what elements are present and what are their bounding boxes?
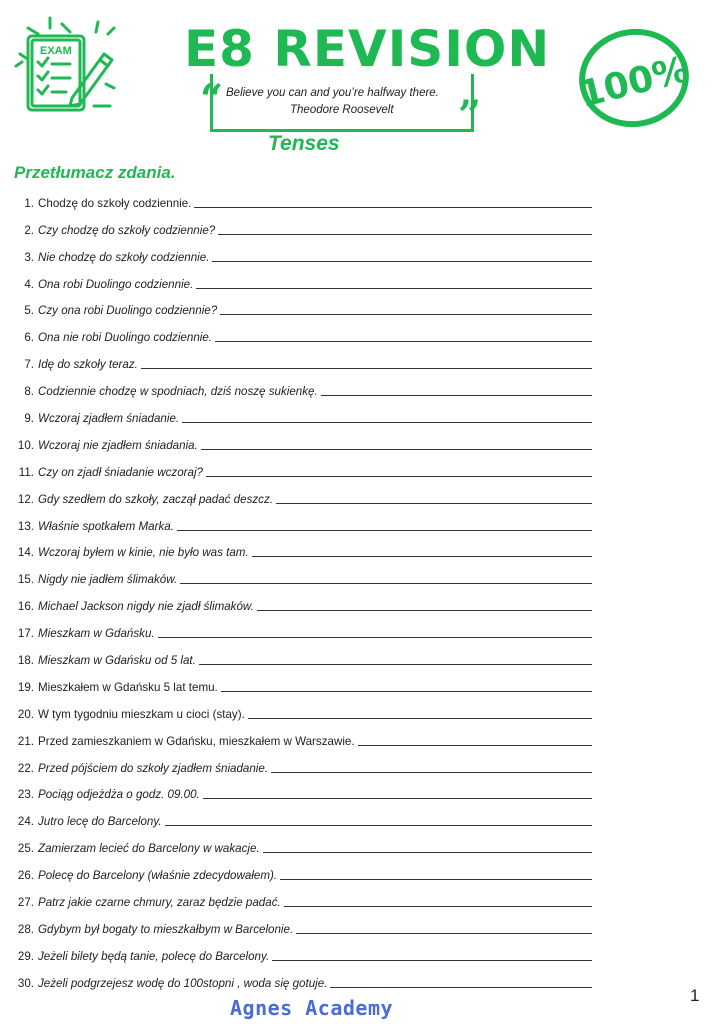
question-row bbox=[10, 186, 592, 213]
question-text: Wczoraj zjadłem śniadanie. bbox=[38, 412, 180, 426]
question-text: Jeżeli bilety będą tanie, polecę do Barcelony. bbox=[38, 949, 270, 963]
hundred-percent-badge-icon bbox=[574, 22, 694, 132]
question-row bbox=[10, 213, 592, 240]
question-row bbox=[10, 240, 592, 267]
question-number: 23. bbox=[17, 788, 34, 802]
question-text: Nie chodzę do szkoły codziennie. bbox=[38, 250, 210, 264]
question-row bbox=[10, 697, 592, 724]
question-number: 27. bbox=[17, 896, 34, 910]
question-row bbox=[10, 509, 592, 536]
footer-brand: Agnes Academy bbox=[230, 996, 394, 1020]
question-row bbox=[10, 589, 592, 616]
question-number: 24. bbox=[17, 815, 34, 829]
question-number: 11. bbox=[18, 465, 34, 479]
question-row bbox=[10, 428, 592, 455]
question-text: Czy on zjadł śniadanie wczoraj? bbox=[38, 465, 203, 479]
question-text: Wczoraj byłem w kinie, nie było was tam. bbox=[38, 546, 249, 560]
question-row bbox=[10, 670, 592, 697]
answer-line[interactable] bbox=[220, 314, 592, 315]
question-text: Wczoraj nie zjadłem śniadania. bbox=[38, 438, 198, 452]
question-row bbox=[10, 966, 592, 993]
question-text: Polecę do Barcelony (właśnie zdecydowałem). bbox=[38, 869, 278, 883]
answer-line[interactable] bbox=[196, 288, 592, 289]
question-number: 8. bbox=[24, 385, 34, 399]
answer-line[interactable] bbox=[218, 234, 592, 235]
question-row bbox=[10, 374, 592, 401]
answer-line[interactable] bbox=[182, 422, 592, 423]
quote-frame bbox=[210, 74, 474, 132]
answer-line[interactable] bbox=[177, 530, 592, 531]
question-row bbox=[10, 804, 592, 831]
question-text: Jeżeli podgrzejesz wodę do 100stopni , woda się gotuje. bbox=[38, 976, 328, 990]
question-row bbox=[10, 616, 592, 643]
answer-line[interactable] bbox=[248, 718, 592, 719]
question-row bbox=[10, 562, 592, 589]
section-subtitle: Tenses bbox=[268, 132, 340, 155]
question-number: 5. bbox=[24, 304, 34, 318]
answer-line[interactable] bbox=[194, 207, 592, 208]
question-text: Mieszkam w Gdańsku od 5 lat. bbox=[38, 654, 196, 668]
question-row bbox=[10, 912, 592, 939]
exam-icon-label: EXAM bbox=[40, 45, 72, 57]
answer-line[interactable] bbox=[212, 261, 592, 262]
question-number: 1. bbox=[24, 196, 34, 210]
question-number: 29. bbox=[17, 949, 34, 963]
quote-text: Believe you can and you’re halfway there. bbox=[226, 87, 439, 99]
question-row bbox=[10, 536, 592, 563]
question-list bbox=[10, 186, 592, 993]
question-text: Przed pójściem do szkoły zjadłem śniadanie. bbox=[38, 761, 269, 775]
question-text: Mieszkam w Gdańsku. bbox=[38, 627, 155, 641]
answer-line[interactable] bbox=[358, 745, 592, 746]
page-number: 1 bbox=[690, 986, 700, 1005]
answer-line[interactable] bbox=[280, 879, 592, 880]
badge-text: 100% bbox=[575, 49, 694, 116]
question-row bbox=[10, 455, 592, 482]
question-text: Gdybym był bogaty to mieszkałbym w Barcelonie. bbox=[38, 922, 294, 936]
answer-line[interactable] bbox=[263, 852, 592, 853]
question-row bbox=[10, 778, 592, 805]
answer-line[interactable] bbox=[180, 583, 592, 584]
answer-line[interactable] bbox=[215, 341, 592, 342]
question-number: 16. bbox=[17, 600, 34, 614]
answer-line[interactable] bbox=[257, 610, 592, 611]
question-row bbox=[10, 885, 592, 912]
answer-line[interactable] bbox=[141, 368, 592, 369]
question-row bbox=[10, 643, 592, 670]
answer-line[interactable] bbox=[276, 503, 592, 504]
question-row bbox=[10, 831, 592, 858]
question-text: Ona robi Duolingo codziennie. bbox=[38, 277, 194, 291]
question-number: 7. bbox=[24, 358, 34, 372]
answer-line[interactable] bbox=[206, 476, 592, 477]
answer-line[interactable] bbox=[272, 960, 592, 961]
question-number: 2. bbox=[24, 223, 34, 237]
question-text: Michael Jackson nigdy nie zjadł ślimaków. bbox=[38, 600, 254, 614]
question-text: Czy chodzę do szkoły codziennie? bbox=[38, 223, 216, 237]
question-row bbox=[10, 401, 592, 428]
question-number: 4. bbox=[24, 277, 34, 291]
question-number: 26. bbox=[17, 869, 34, 883]
answer-line[interactable] bbox=[203, 798, 592, 799]
answer-line[interactable] bbox=[271, 772, 592, 773]
question-number: 10. bbox=[17, 438, 34, 452]
answer-line[interactable] bbox=[284, 906, 592, 907]
question-text: Nigdy nie jadłem ślimaków. bbox=[38, 573, 178, 587]
answer-line[interactable] bbox=[165, 825, 592, 826]
question-number: 9. bbox=[24, 412, 34, 426]
question-number: 14. bbox=[17, 546, 34, 560]
close-quote-icon: ” bbox=[458, 92, 482, 139]
answer-line[interactable] bbox=[221, 691, 592, 692]
question-text: Codziennie chodzę w spodniach, dziś noszę sukienkę. bbox=[38, 385, 318, 399]
question-row bbox=[10, 294, 592, 321]
question-number: 20. bbox=[17, 707, 34, 721]
question-number: 19. bbox=[17, 680, 34, 694]
question-row bbox=[10, 320, 592, 347]
question-text: Ona nie robi Duolingo codziennie. bbox=[38, 331, 213, 345]
question-number: 28. bbox=[17, 922, 34, 936]
question-text: Przed zamieszkaniem w Gdańsku, mieszkałem w Warszawie. bbox=[38, 734, 355, 748]
question-row bbox=[10, 751, 592, 778]
answer-line[interactable] bbox=[296, 933, 592, 934]
page-title: E8 REVISION bbox=[184, 20, 551, 78]
question-row bbox=[10, 347, 592, 374]
question-text: Patrz jakie czarne chmury, zaraz będzie padać. bbox=[38, 896, 281, 910]
open-quote-icon: “ bbox=[200, 76, 224, 123]
question-number: 17. bbox=[17, 627, 34, 641]
question-text: Mieszkałem w Gdańsku 5 lat temu. bbox=[38, 680, 218, 694]
question-text: Zamierzam lecieć do Barcelony w wakacje. bbox=[38, 842, 260, 856]
question-row bbox=[10, 724, 592, 751]
answer-line[interactable] bbox=[158, 637, 592, 638]
question-row bbox=[10, 858, 592, 885]
question-number: 6. bbox=[24, 331, 34, 345]
question-number: 25. bbox=[17, 842, 34, 856]
question-row bbox=[10, 267, 592, 294]
question-text: Czy ona robi Duolingo codziennie? bbox=[38, 304, 218, 318]
question-row bbox=[10, 482, 592, 509]
answer-line[interactable] bbox=[252, 556, 592, 557]
question-number: 22. bbox=[17, 761, 34, 775]
question-number: 3. bbox=[24, 250, 34, 264]
question-number: 21. bbox=[17, 734, 34, 748]
quote-author: Theodore Roosevelt bbox=[290, 104, 394, 116]
question-number: 12. bbox=[17, 492, 34, 506]
instruction-heading: Przetłumacz zdania. bbox=[14, 163, 176, 182]
answer-line[interactable] bbox=[321, 395, 592, 396]
question-text: Chodzę do szkoły codziennie. bbox=[38, 196, 192, 210]
question-text: Gdy szedłem do szkoły, zaczął padać deszcz. bbox=[38, 492, 273, 506]
question-number: 13. bbox=[17, 519, 34, 533]
question-text: Jutro lecę do Barcelony. bbox=[38, 815, 162, 829]
question-text: Idę do szkoły teraz. bbox=[38, 358, 138, 372]
question-row bbox=[10, 939, 592, 966]
question-number: 15. bbox=[17, 573, 34, 587]
answer-line[interactable] bbox=[330, 987, 592, 988]
exam-clipboard-icon bbox=[10, 14, 122, 118]
question-text: Właśnie spotkałem Marka. bbox=[38, 519, 174, 533]
answer-line[interactable] bbox=[201, 449, 592, 450]
question-number: 30. bbox=[17, 976, 34, 990]
answer-line[interactable] bbox=[199, 664, 592, 665]
question-text: Pociąg odjeżdża o godz. 09.00. bbox=[38, 788, 200, 802]
question-text: W tym tygodniu mieszkam u cioci (stay). bbox=[38, 707, 245, 721]
question-number: 18. bbox=[17, 654, 34, 668]
